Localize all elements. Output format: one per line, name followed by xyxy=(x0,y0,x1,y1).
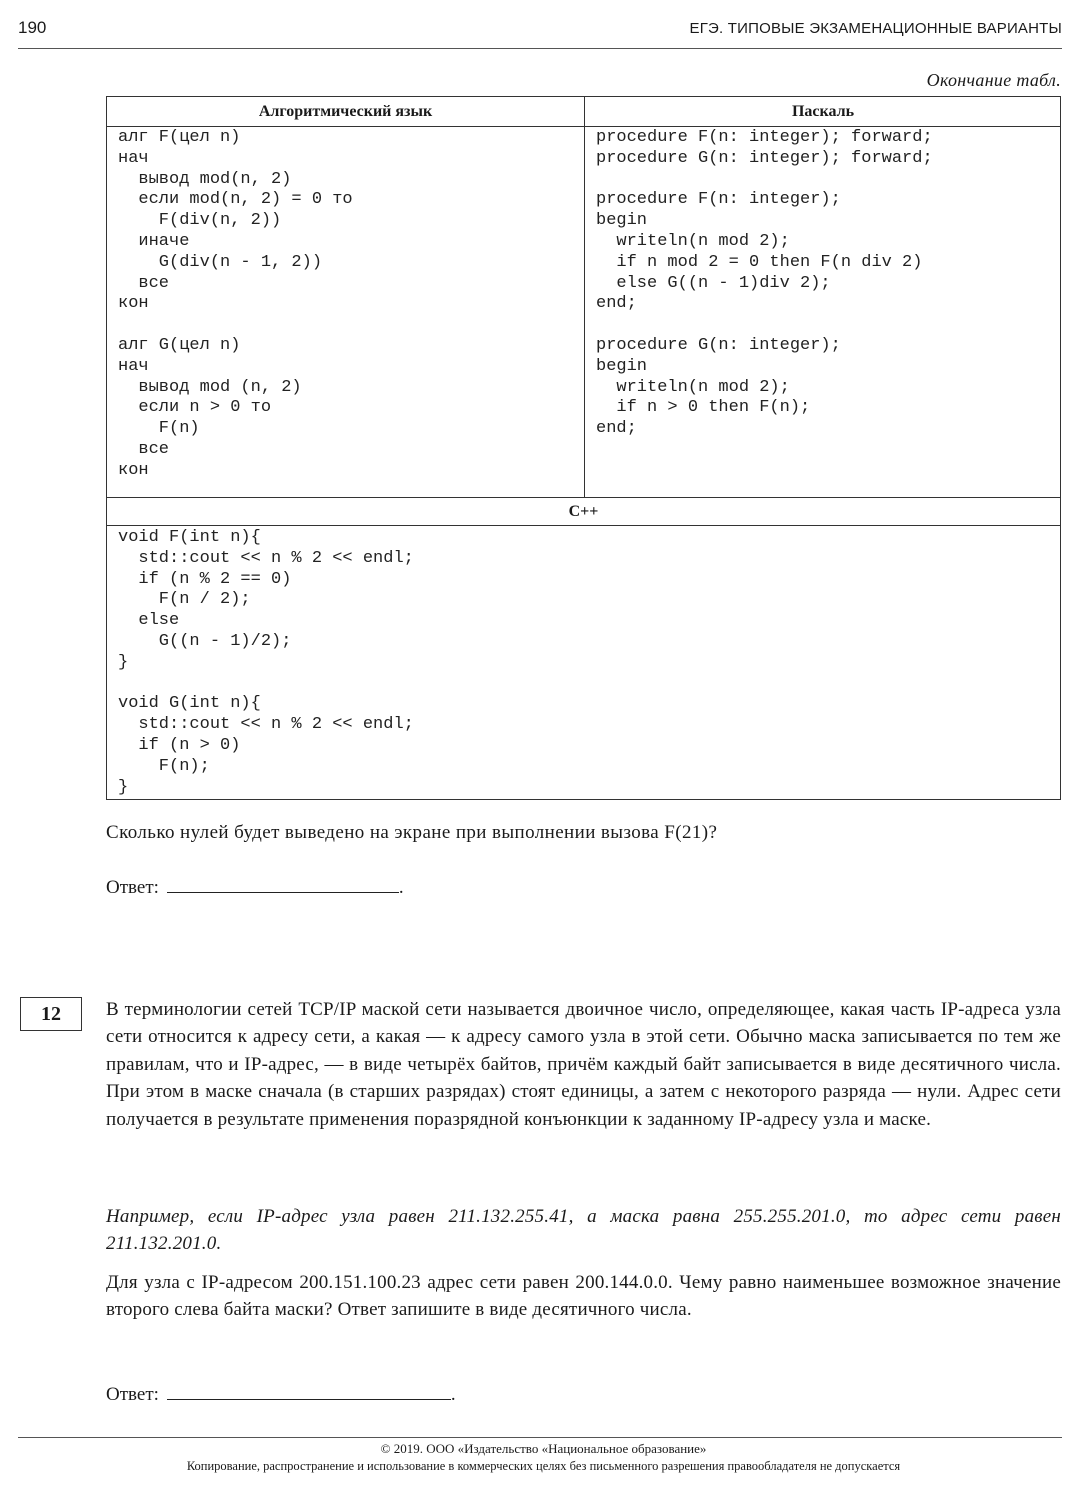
footer-copyright: © 2019. ООО «Издательство «Национальное образование» xyxy=(380,1441,707,1456)
column-divider xyxy=(584,97,585,497)
column-header-cpp: C++ xyxy=(568,503,599,520)
running-title: ЕГЭ. ТИПОВЫЕ ЭКЗАМЕНАЦИОННЫЕ ВАРИАНТЫ xyxy=(689,20,1062,37)
task12-question: Для узла с IP-адресом 200.151.100.23 адрес сети равен 200.144.0.0. Чему равно наименьшее возможное значение второго слева байта маски? Ответ запишите в виде десятичного числа. xyxy=(106,1272,1061,1321)
answer-label: Ответ: xyxy=(106,1384,159,1405)
task12-paragraph: В терминологии сетей TCP/IP маской сети называется двоичное число, определяющее, какая часть IP-адреса узла сети относится к адресу сети, а какая — к адресу самого узла в этой сети. Обычно маска записывается по тем же правилам, что и IP-адрес, — в виде четырёх байтов, причём каждый байт записывается в виде десятичного числа. При этом в маске сначала (в старших разрядах) стоят единицы, а затем с некоторого разряда — нули. Адрес сети получается в результате применения поразрядной конъюнкции к заданному IP-адресу узла и маске. xyxy=(106,999,1061,1130)
row-divider xyxy=(107,525,1060,526)
column-header-algorithmic: Алгоритмический язык xyxy=(107,97,585,127)
task-number-badge: 12 xyxy=(20,997,82,1031)
code-pascal: procedure F(n: integer); forward; procedure G(n: integer); forward; procedure F(n: integer); begin writeln(n mod 2); if n mod 2 = 0 then F(n div 2) else G((n - 1)div 2); end; procedure G(n: integer); begin writeln(n mod 2); if n > 0 then F(n); end; xyxy=(596,128,933,439)
column-header-pascal: Паскаль xyxy=(585,97,1061,127)
code-table xyxy=(106,96,1061,800)
answer-field[interactable] xyxy=(167,1381,451,1400)
footer-notice: Копирование, распространение и использование в коммерческих целях без письменного разрешения правообладателя не допускается xyxy=(186,1459,901,1473)
answer-label: Ответ: xyxy=(106,877,159,898)
task11-question: Сколько нулей будет выведено на экране при выполнении вызова F(21)? xyxy=(106,822,718,843)
task12-answer-line: Ответ: . xyxy=(106,1381,456,1406)
table-caption: Окончание табл. xyxy=(926,70,1061,90)
task12-example: Например, если IP-адрес узла равен 211.132.255.41, а маска равна 255.255.201.0, то адрес сети равен 211.132.201.0. xyxy=(106,1206,1061,1255)
answer-field[interactable] xyxy=(167,874,399,893)
footer-divider xyxy=(18,1437,1062,1438)
page-number: 190 xyxy=(18,18,47,37)
code-cpp: void F(int n){ std::cout << n % 2 << endl; if (n % 2 == 0) F(n / 2); else G((n - 1)/2); } void G(int n){ std::cout << n % 2 << endl; if (n > 0) F(n); } xyxy=(118,528,414,797)
code-algorithmic: алг F(цел n) нач вывод mod(n, 2) если mod(n, 2) = 0 то F(div(n, 2)) иначе G(div(n - 1, 2)) все кон алг G(цел n) нач вывод mod (n, 2) если n > 0 то F(n) все кон xyxy=(118,128,353,480)
page-header xyxy=(18,14,1062,49)
task11-answer-line: Ответ: . xyxy=(106,874,404,899)
